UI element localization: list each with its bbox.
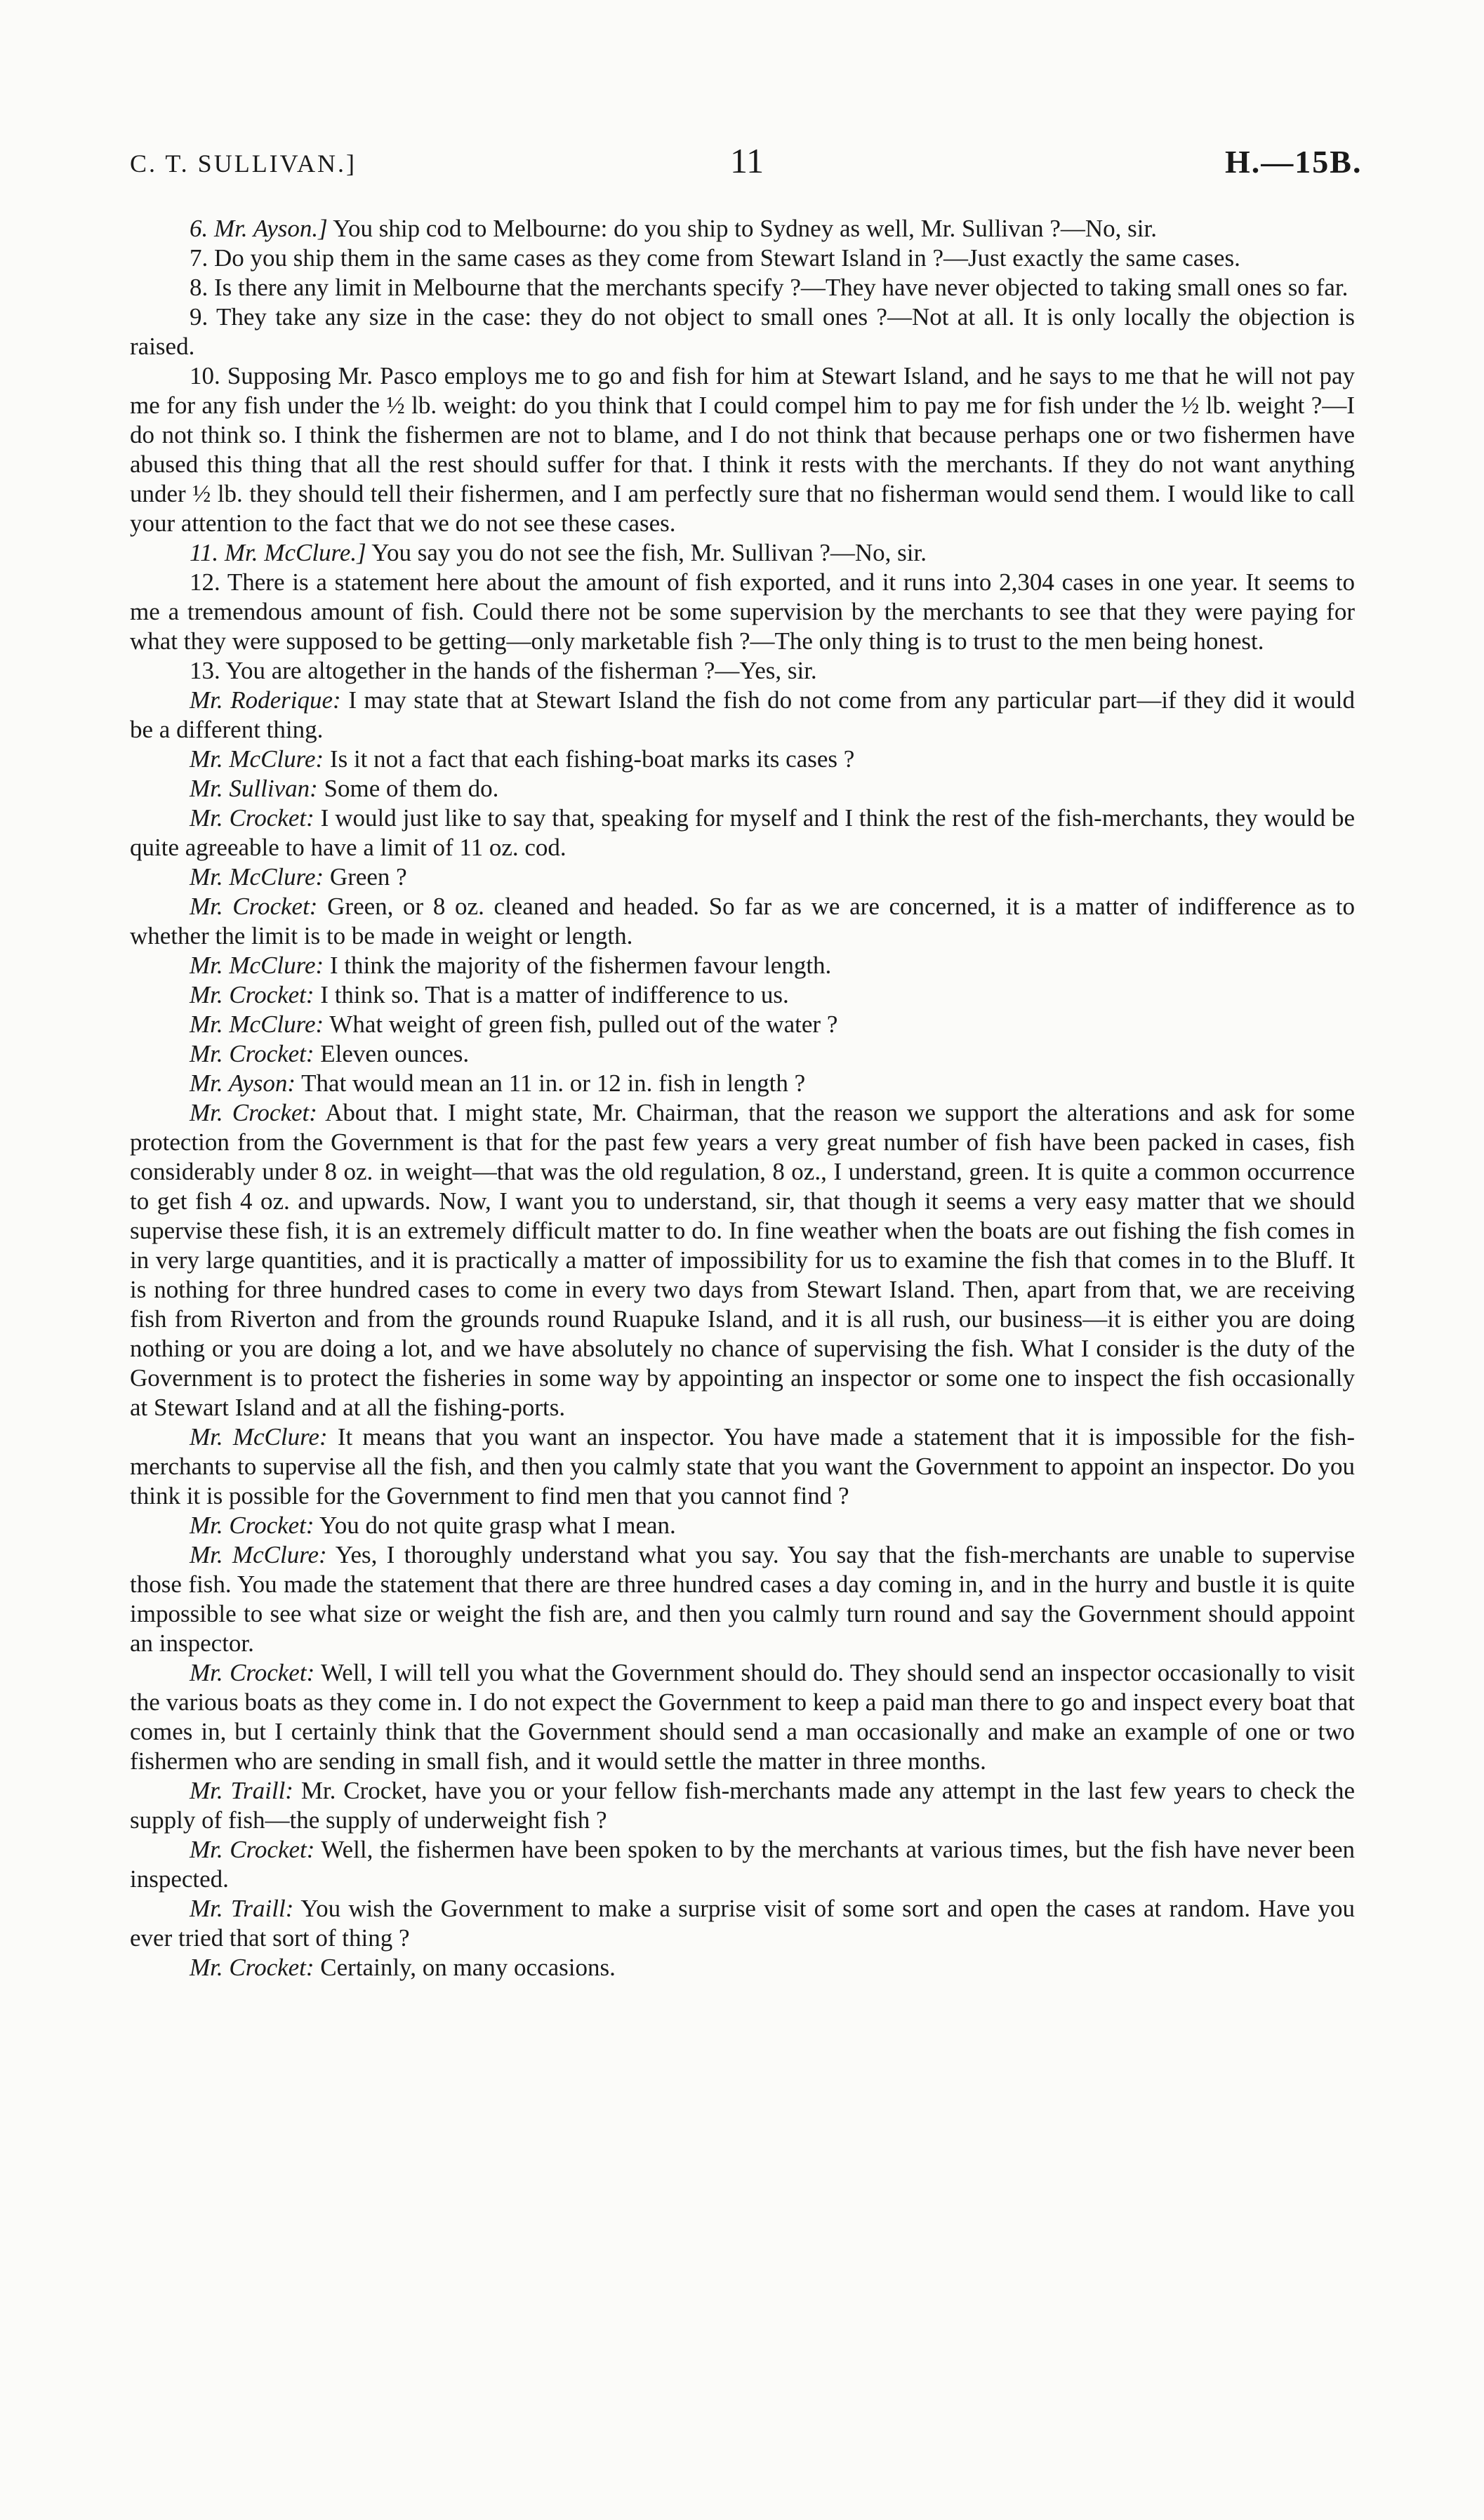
- paragraph: [130, 892, 1355, 951]
- paragraph-text: 10. Supposing Mr. Pasco employs me to go and fish for him at Stewart Island, and he says to me that he will not pay me for any fish under the ½ lb. weight: do you think that I could compel him to pay me for fish under the ½ lb. weight ?—I do not think so. I think the fishermen are not to blame, and I do not think that because perhaps one or two fishermen have abused this thing that all the rest should suffer for that. I think it rests with the merchants. If they do not want anything under ½ lb. they should tell their fishermen, and I am perfectly sure that no fisherman would send them. I would like to call your attention to the fact that we do not see these cases.: [130, 362, 1355, 537]
- paragraph: [130, 538, 1355, 568]
- paragraph: [130, 1540, 1355, 1658]
- paragraph: [130, 244, 1355, 273]
- paragraph-text: I would just like to say that, speaking for myself and I think the rest of the fish-merchants, they would be quite agreeable to have a limit of 11 oz. cod.: [130, 804, 1355, 861]
- document-reference: H.—15B.: [1225, 144, 1363, 180]
- speaker: Mr. Crocket:: [190, 1954, 314, 1981]
- speaker: Mr. McClure:: [190, 1423, 328, 1451]
- paragraph-text: Certainly, on many occasions.: [320, 1954, 616, 1981]
- paragraph: [130, 273, 1355, 302]
- paragraph: [130, 862, 1355, 892]
- paragraph-text: Well, the fishermen have been spoken to by the merchants at various times, but the fish have never been inspected.: [130, 1836, 1355, 1893]
- speaker: 11. Mr. McClure.]: [190, 539, 366, 566]
- paragraph: [130, 1511, 1355, 1540]
- paragraph-text: 12. There is a statement here about the amount of fish exported, and it runs into 2,304 cases in one year. It seems to me a tremendous amount of fish. Could there not be some supervision by the merchants to see that they were paying for what they were supposed to be getting—only marketable fish ?—The only thing is to trust to the men being honest.: [130, 568, 1355, 655]
- paragraph-text: Mr. Crocket, have you or your fellow fish-merchants made any attempt in the last few years to check the supply of fish—the supply of underweight fish ?: [130, 1777, 1355, 1834]
- speaker: Mr. Traill:: [190, 1895, 294, 1922]
- paragraph-text: Eleven ounces.: [320, 1040, 470, 1067]
- paragraph-text: You do not quite grasp what I mean.: [319, 1512, 676, 1539]
- paragraph: [130, 568, 1355, 656]
- paragraph-text: 13. You are altogether in the hands of the fisherman ?—Yes, sir.: [190, 657, 817, 684]
- speaker: Mr. McClure:: [190, 745, 324, 773]
- paragraph: [130, 1098, 1355, 1422]
- paragraph: [130, 214, 1355, 244]
- paragraph: [130, 804, 1355, 862]
- speaker: Mr. Crocket:: [190, 893, 318, 920]
- paragraph-text: Green ?: [329, 863, 407, 891]
- speaker: 6. Mr. Ayson.]: [190, 215, 328, 242]
- paragraph: [130, 656, 1355, 686]
- speaker: Mr. McClure:: [190, 1011, 324, 1038]
- paragraph-text: I think the majority of the fishermen favour length.: [329, 952, 832, 979]
- paragraph: [130, 302, 1355, 361]
- speaker: Mr. McClure:: [190, 863, 324, 891]
- paragraph: [130, 361, 1355, 538]
- speaker: Mr. Crocket:: [190, 1099, 317, 1126]
- speaker: Mr. Sullivan:: [190, 775, 318, 802]
- paragraph: [130, 980, 1355, 1010]
- paragraph: [130, 745, 1355, 774]
- speaker: Mr. McClure:: [190, 1541, 327, 1568]
- paragraph-text: 7. Do you ship them in the same cases as they come from Stewart Island in ?—Just exactly the same cases.: [190, 244, 1240, 272]
- speaker: Mr. Crocket:: [190, 1659, 315, 1686]
- document-body: [130, 214, 1355, 1982]
- paragraph-text: I may state that at Stewart Island the fish do not come from any particular part—if they did it would be a different thing.: [130, 686, 1356, 743]
- paragraph-text: Green, or 8 oz. cleaned and headed. So far as we are concerned, it is a matter of indifference as to whether the limit is to be made in weight or length.: [130, 893, 1356, 949]
- paragraph-text: Well, I will tell you what the Government should do. They should send an inspector occasionally to visit the various boats as they come in. I do not expect the Government to keep a paid man there to go and inspect every boat that comes in, but I certainly think that the Government should send a man occasionally and make an example of one or two fishermen who are sending in small fish, and it would settle the matter in three months.: [130, 1659, 1356, 1775]
- page-number: 11: [730, 141, 764, 180]
- paragraph-text: That would mean an 11 in. or 12 in. fish in length ?: [301, 1069, 806, 1097]
- paragraph: [130, 1422, 1355, 1511]
- paragraph-text: Yes, I thoroughly understand what you say. You say that the fish-merchants are unable to supervise those fish. You made the statement that there are three hundred cases a day coming in, and in the hurry and bustle it is quite impossible to see what size or weight the fish are, and then you calmly turn round and say the Government should appoint an inspector.: [130, 1541, 1356, 1657]
- speaker: Mr. Crocket:: [190, 1512, 314, 1539]
- paragraph: [130, 1010, 1355, 1039]
- paragraph: [130, 686, 1355, 745]
- speaker: Mr. Crocket:: [190, 1836, 315, 1863]
- speaker: Mr. Crocket:: [190, 1040, 314, 1067]
- paragraph-text: You say you do not see the fish, Mr. Sullivan ?—No, sir.: [371, 539, 927, 566]
- speaker: Mr. Ayson:: [190, 1069, 296, 1097]
- paragraph: [130, 1069, 1355, 1098]
- paragraph-text: You ship cod to Melbourne: do you ship to Sydney as well, Mr. Sullivan ?—No, sir.: [333, 215, 1158, 242]
- paragraph-text: Is it not a fact that each fishing-boat marks its cases ?: [329, 745, 855, 773]
- paragraph: [130, 951, 1355, 980]
- paragraph: [130, 1835, 1355, 1894]
- paragraph: [130, 1039, 1355, 1069]
- paragraph-text: What weight of green fish, pulled out of the water ?: [329, 1011, 838, 1038]
- paragraph-text: 8. Is there any limit in Melbourne that the merchants specify ?—They have never objected to taking small ones so far.: [190, 274, 1349, 301]
- paragraph-text: It means that you want an inspector. You have made a statement that it is impossible for the fish-merchants to supervise all the fish, and then you calmly state that you want the Government to appoint an inspector. Do you think it is possible for the Government to find men that you cannot find ?: [130, 1423, 1356, 1509]
- paragraph-text: You wish the Government to make a surprise visit of some sort and open the cases at random. Have you ever tried that sort of thing ?: [130, 1895, 1355, 1952]
- paragraph-text: Some of them do.: [324, 775, 499, 802]
- speaker: Mr. Crocket:: [190, 804, 314, 832]
- paragraph-text: About that. I might state, Mr. Chairman, that the reason we support the alterations and ask for some protection from the Government is that for the past few years a very great number of fish have been packed in cases, fish considerably under 8 oz. in weight—that was the old regulation, 8 oz., I understand, green. It is quite a common occurrence to get fish 4 oz. and upwards. Now, I want you to understand, sir, that though it seems a very easy matter that we should supervise these fish, it is an extremely difficult matter to do. In fine weather when the boats are out fishing the fish comes in in very large quantities, and it is practically a matter of impossibility for us to examine the fish that comes in to the Bluff. It is nothing for three hundred cases to come in every two days from Stewart Island. Then, apart from that, we are receiving fish from Riverton and from the grounds round Ruapuke Island, and it is all rush, our business—it is either you are doing nothing or you are doing a lot, and we have absolutely no chance of supervising the fish. What I consider is the duty of the Government is to protect the fisheries in some way by appointing an inspector or some one to inspect the fish occasionally at Stewart Island and at all the fishing-ports.: [130, 1099, 1356, 1421]
- speaker: Mr. Traill:: [190, 1777, 293, 1804]
- paragraph: [130, 1953, 1355, 1982]
- paragraph: [130, 1658, 1355, 1776]
- speaker: Mr. Crocket:: [190, 981, 314, 1008]
- paragraph: [130, 774, 1355, 804]
- running-head-witness: C. T. SULLIVAN.]: [130, 149, 357, 178]
- paragraph-text: 9. They take any size in the case: they do not object to small ones ?—Not at all. It is only locally the objection is raised.: [130, 303, 1355, 360]
- speaker: Mr. Roderique:: [190, 686, 341, 714]
- speaker: Mr. McClure:: [190, 952, 324, 979]
- paragraph: [130, 1894, 1355, 1953]
- paragraph-text: I think so. That is a matter of indifference to us.: [320, 981, 789, 1008]
- paragraph: [130, 1776, 1355, 1835]
